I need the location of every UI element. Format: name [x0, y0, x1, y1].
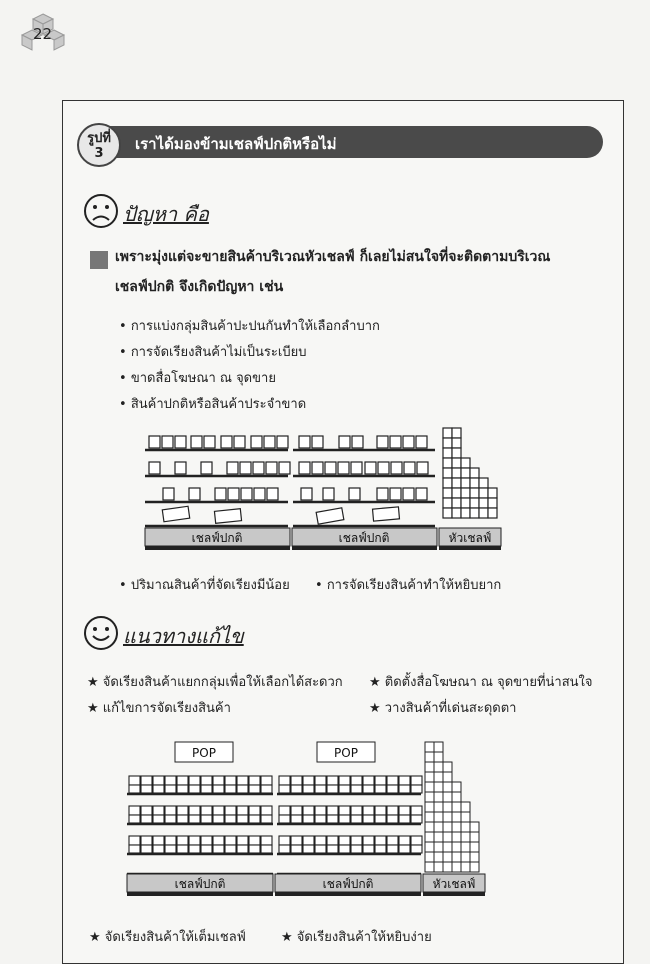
shelf-label-normal: เชลฟ์ปกติ	[174, 877, 226, 891]
solution-caption	[281, 926, 432, 947]
star-icon: ★	[87, 701, 99, 716]
solution-caption-text: จัดเรียงสินค้าให้เต็มเชลฟ์	[104, 930, 246, 945]
problem-bullet-text: การแบ่งกลุ่มสินค้าปะปนกันทำให้เลือกลำบาก	[130, 319, 380, 334]
page-number-block	[20, 12, 66, 54]
shelf-label-end: หัวเชลฟ์	[448, 531, 492, 545]
problem-caption	[119, 574, 290, 595]
problem-bullet	[119, 393, 306, 414]
solution-item-text: แก้ไขการจัดเรียงสินค้า	[102, 701, 231, 716]
bullet-icon: •	[119, 397, 127, 412]
sad-face-icon	[83, 193, 119, 229]
solution-shelf-illustration	[123, 736, 513, 904]
problem-heading: ปัญหา คือ	[123, 202, 209, 226]
shelf-label-normal: เชลฟ์ปกติ	[338, 531, 390, 545]
shelf-label-normal: เชลฟ์ปกติ	[322, 877, 374, 891]
square-bullet-icon	[90, 251, 108, 269]
stocked-products	[129, 776, 422, 853]
shelf-label-end: หัวเชลฟ์	[432, 877, 476, 891]
shelf-end-stack	[425, 742, 479, 872]
bullet-icon: •	[119, 371, 127, 386]
figure-title: เราได้มองข้ามเชลฟ์ปกติหรือไม่	[135, 135, 337, 153]
figure-badge	[77, 123, 121, 167]
problem-lead-line-2: เชลฟ์ปกติ จึงเกิดปัญหา เช่น	[115, 279, 284, 295]
bullet-icon: •	[119, 578, 127, 593]
pop-sign-label: POP	[334, 746, 358, 760]
problem-shelf-illustration	[143, 426, 513, 556]
figure-number: 3	[94, 146, 104, 161]
star-icon: ★	[281, 930, 293, 945]
figure-label: รูปที่	[87, 131, 111, 146]
problem-bullet	[119, 367, 276, 388]
problem-bullet-text: สินค้าปกติหรือสินค้าประจำขาด	[130, 397, 307, 412]
solution-caption	[89, 926, 246, 947]
solution-item	[87, 697, 231, 718]
bullet-icon: •	[119, 319, 127, 334]
solution-item-text: ติดตั้งสื่อโฆษณา ณ จุดขายที่น่าสนใจ	[384, 675, 593, 690]
star-icon: ★	[369, 701, 381, 716]
solution-item	[369, 697, 516, 718]
bullet-icon: •	[119, 345, 127, 360]
solution-item-text: จัดเรียงสินค้าแยกกลุ่มเพื่อให้เลือกได้สะดวก	[102, 675, 343, 690]
problem-caption-text: ปริมาณสินค้าที่จัดเรียงมีน้อย	[130, 578, 290, 593]
problem-lead-line-1: เพราะมุ่งแต่จะขายสินค้าบริเวณหัวเชลฟ์ ก็เลยไม่สนใจที่จะติดตามบริเวณ	[115, 249, 551, 265]
solution-heading: แนวทางแก้ไข	[123, 624, 244, 648]
bullet-icon: •	[315, 578, 323, 593]
star-icon: ★	[369, 675, 381, 690]
problem-caption	[315, 574, 501, 595]
pop-sign-label: POP	[192, 746, 216, 760]
problem-bullet	[119, 315, 380, 336]
solution-item-text: วางสินค้าที่เด่นสะดุดตา	[384, 701, 517, 716]
shelf-label-normal: เชลฟ์ปกติ	[191, 531, 243, 545]
problem-bullet-text: การจัดเรียงสินค้าไม่เป็นระเบียบ	[130, 345, 307, 360]
solution-item	[87, 671, 343, 692]
problem-caption-text: การจัดเรียงสินค้าทำให้หยิบยาก	[326, 578, 502, 593]
star-icon: ★	[89, 930, 101, 945]
figure-frame	[62, 100, 624, 964]
solution-caption-text: จัดเรียงสินค้าให้หยิบง่าย	[296, 930, 432, 945]
happy-face-icon	[83, 615, 119, 651]
page-number: 22	[33, 25, 53, 43]
star-icon: ★	[87, 675, 99, 690]
solution-item	[369, 671, 593, 692]
problem-bullet	[119, 341, 306, 362]
problem-bullet-text: ขาดสื่อโฆษณา ณ จุดขาย	[130, 371, 276, 386]
